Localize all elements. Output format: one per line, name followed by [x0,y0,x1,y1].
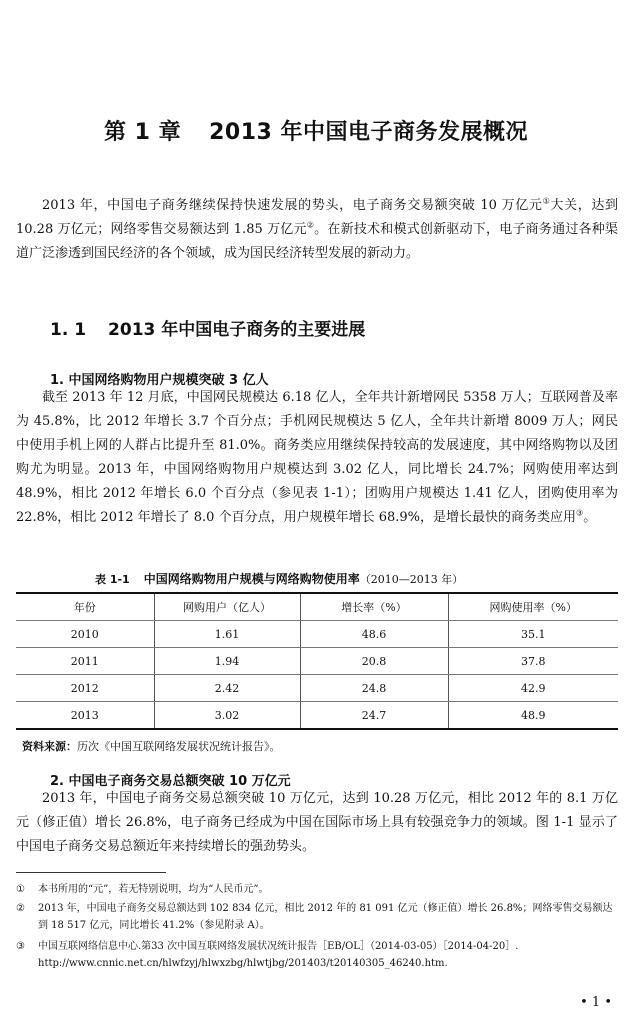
footnote-text: 2013 年，中国电子商务交易总额达到 102 834 亿元，相比 2012 年的 81 091 亿元（修正值）增长 26.8%；网络零售交易额达到 18 517 亿元，同比增长 41.2%（参见附录 A）。 [38,903,613,931]
subsection-title-2: 2. 中国电子商务交易总额突破 10 万亿元 [50,774,291,789]
cell-year: 2013 [16,702,154,730]
header-growth: 增长率（%） [300,593,448,621]
footnote-divider [16,872,166,873]
cell-usage: 37.8 [448,648,618,675]
cell-usage: 42.9 [448,675,618,702]
subsection-2-paragraph: 2013 年，中国电子商务交易总额突破 10 万亿元，达到 10.28 万亿元，相比 2012 年的 8.1 万亿元（修正值）增长 26.8%，电子商务已经成为中国在国际市场上具有较强竞争力的领域。图 1-1 显示了中国电子商务交易总额近年来持续增长的强劲势头。 [16,791,618,854]
footnote-mark: ② [16,903,25,914]
table-row [16,675,618,702]
subsection-1-end: 。 [583,510,597,525]
footnote-text: 本书所用的“元”，若无特别说明，均为“人民币元”。 [38,884,269,895]
chapter-title-text: 2013 年中国电子商务发展概况 [209,120,529,145]
table-source [22,738,281,754]
cell-year: 2012 [16,675,154,702]
footnote-mark: ③ [16,941,25,952]
table-number: 表 1-1 [95,573,130,586]
section-title-text: 2013 年中国电子商务的主要进展 [108,320,366,340]
cell-usage: 48.9 [448,702,618,730]
footnote-2 [16,900,622,934]
footnote-1 [16,881,622,898]
subsection-1-paragraph [16,386,618,530]
source-label: 资料来源： [22,740,77,753]
cell-users: 2.42 [154,675,300,702]
source-text: 历次《中国互联网络发展状况统计报告》。 [77,740,281,753]
subsection-1-text: 截至 2013 年 12 月底，中国网民规模达 6.18 亿人，全年共计新增网民 5358 万人；互联网普及率为 45.8%，比 2012 年增长 3.7 个百分点；手机网民规模达 5 亿人，全年共计新增 8009 万人；网民中使用手机上网的人群占比提升至 81.0%。商务类应用继续保持较高的发展速度，其中网络购物以及团购尤为明显。2013 年，中国网络购物用户规模达到 3.02 亿人，同比增长 24.7%；网购使用率达到 48.9%，相比 2012 年增长 6.0 个百分点（参见表 1-1）；团购用户规模达 1.41 亿人，团购使用率为 22.8%，相比 2012 年增长了 8.0 个百分点，用户规模年增长 68.9%，是增长最快的商务类应用 [16,390,618,525]
cell-year: 2011 [16,648,154,675]
cell-usage: 35.1 [448,621,618,648]
table-row [16,621,618,648]
cell-users: 3.02 [154,702,300,730]
data-table [16,592,618,730]
cell-growth: 20.8 [300,648,448,675]
section-number: 1. 1 [50,320,87,340]
footnote-mark: ① [16,884,25,895]
cell-growth: 24.7 [300,702,448,730]
header-users: 网购用户（亿人） [154,593,300,621]
table-header-row [16,593,618,621]
cell-growth: 24.8 [300,675,448,702]
cell-users: 1.61 [154,621,300,648]
footnote-text[interactable]: 中国互联网络信息中心.第33 次中国互联网络发展状况统计报告［EB/OL］（2014-03-05）［2014-04-20］. http://www.cnnic.net.cn/hlwfzyj/hlwxzbg/hlwtjbg/201403/t20140305_46240.htm. [38,941,519,969]
cell-growth: 48.6 [300,621,448,648]
section-title [50,315,365,340]
table-caption [95,570,463,587]
chapter-title [0,115,632,146]
table-range: （2010—2013 年） [359,573,464,586]
intro-paragraph [16,194,618,266]
cell-year: 2010 [16,621,154,648]
header-year: 年份 [16,593,154,621]
intro-text-b: 大关，达到 10.28 万亿元；网络零售交易额达到 1.85 万亿元 [16,198,619,237]
table-title: 中国网络购物用户规模与网络购物使用率 [143,572,360,586]
footnote-ref-3[interactable]: ③ [576,508,584,518]
intro-text-c: 。在新技术和模式创新驱动下，电子商务通过各种渠道广泛渗透到国民经济的各个领域，成为国民经济转型发展的新动力。 [16,222,619,261]
footnote-3 [16,938,622,972]
footnote-ref-1[interactable]: ① [542,196,551,206]
page-number: • 1 • [580,995,612,1010]
header-usage: 网购使用率（%） [448,593,618,621]
chapter-number: 第 1 章 [103,120,182,145]
intro-text-a: 2013 年，中国电子商务继续保持快速发展的势头，电子商务交易额突破 10 万亿元 [42,198,543,213]
subsection-title-1: 1. 中国网络购物用户规模突破 3 亿人 [50,373,269,388]
table-row [16,702,618,730]
table-row [16,648,618,675]
footnote-ref-2[interactable]: ② [306,220,315,230]
cell-users: 1.94 [154,648,300,675]
